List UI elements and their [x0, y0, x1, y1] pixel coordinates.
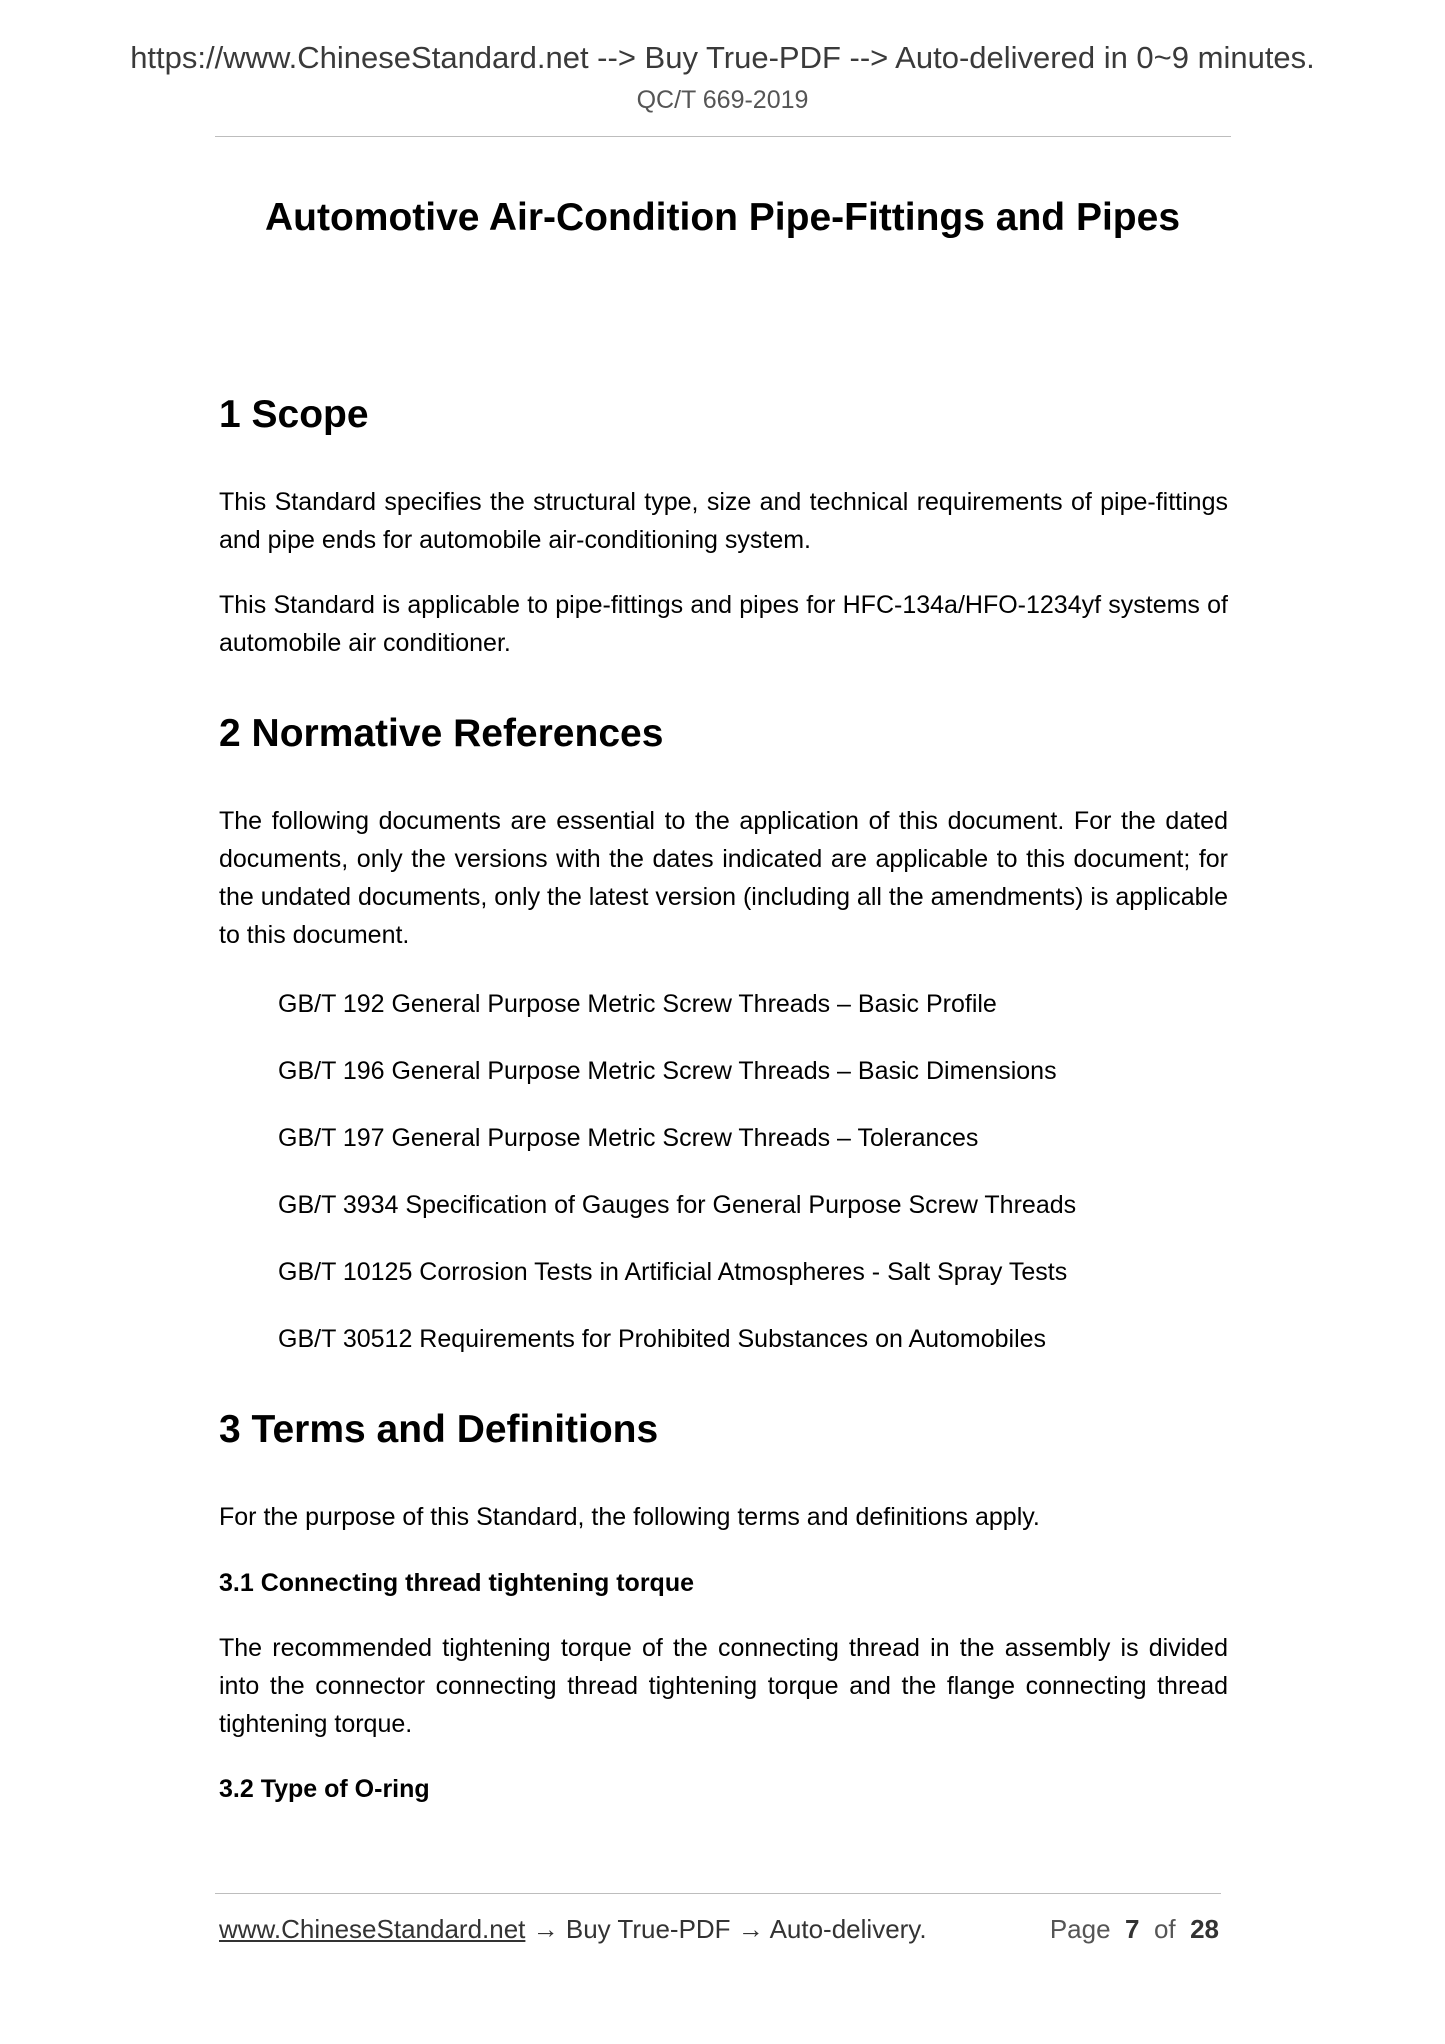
of-label: of: [1153, 1914, 1176, 1944]
reference-item: GB/T 30512 Requirements for Prohibited Substances on Automobiles: [278, 1325, 1047, 1353]
page-total: 28: [1190, 1914, 1219, 1944]
reference-item: GB/T 192 General Purpose Metric Screw Threads – Basic Profile: [278, 990, 997, 1018]
term-text-3-1: The recommended tightening torque of the connecting thread in the assembly is divided into the connector connecting thread tightening torque and the flange connecting thread tightening torque.: [219, 1634, 1228, 1738]
scope-paragraph-2: This Standard is applicable to pipe-fittings and pipes for HFC-134a/HFO-1234yf systems of automobile air conditioner.: [219, 591, 1228, 657]
header-banner: https://www.ChineseStandard.net --> Buy True-PDF --> Auto-delivered in 0~9 minutes.: [130, 40, 1315, 75]
section-heading-scope: 1 Scope: [219, 393, 369, 436]
reference-item: GB/T 3934 Specification of Gauges for General Purpose Screw Threads: [278, 1191, 1077, 1219]
document-code: QC/T 669-2019: [636, 86, 809, 114]
footer-site-link[interactable]: www.ChineseStandard.net: [219, 1914, 526, 1944]
page-title: Automotive Air-Condition Pipe-Fittings and Pipes: [264, 196, 1181, 239]
normative-intro: The following documents are essential to the application of this document. For the dated documents, only the versions with the dates indicated are applicable to this document; for the undated documents, only the latest version (including all the amendments) is applicable to this document.: [219, 807, 1228, 949]
page-label: Page: [1049, 1914, 1111, 1944]
page-number: 7: [1125, 1914, 1140, 1944]
footer-left: [219, 1914, 927, 1945]
footer-delivery-text: → Buy True-PDF → Auto-delivery.: [525, 1914, 927, 1944]
document-body: [219, 389, 1228, 1804]
scope-paragraph-1: This Standard specifies the structural type, size and technical requirements of pipe-fittings and pipe ends for automobile air-conditioning system.: [219, 488, 1228, 554]
reference-item: GB/T 10125 Corrosion Tests in Artificial Atmospheres - Salt Spray Tests: [278, 1258, 1068, 1286]
section-heading-terms: 3 Terms and Definitions: [219, 1408, 659, 1451]
header-divider: [215, 136, 1231, 137]
footer-divider: [215, 1893, 1221, 1894]
terms-intro: For the purpose of this Standard, the following terms and definitions apply.: [219, 1503, 1040, 1531]
reference-item: GB/T 196 General Purpose Metric Screw Threads – Basic Dimensions: [278, 1057, 1057, 1085]
term-heading-3-2: 3.2 Type of O-ring: [219, 1775, 430, 1803]
reference-item: GB/T 197 General Purpose Metric Screw Threads – Tolerances: [278, 1124, 979, 1152]
term-heading-3-1: 3.1 Connecting thread tightening torque: [219, 1569, 694, 1597]
page-indicator: [1050, 1914, 1219, 1945]
section-heading-normative-references: 2 Normative References: [219, 712, 664, 755]
